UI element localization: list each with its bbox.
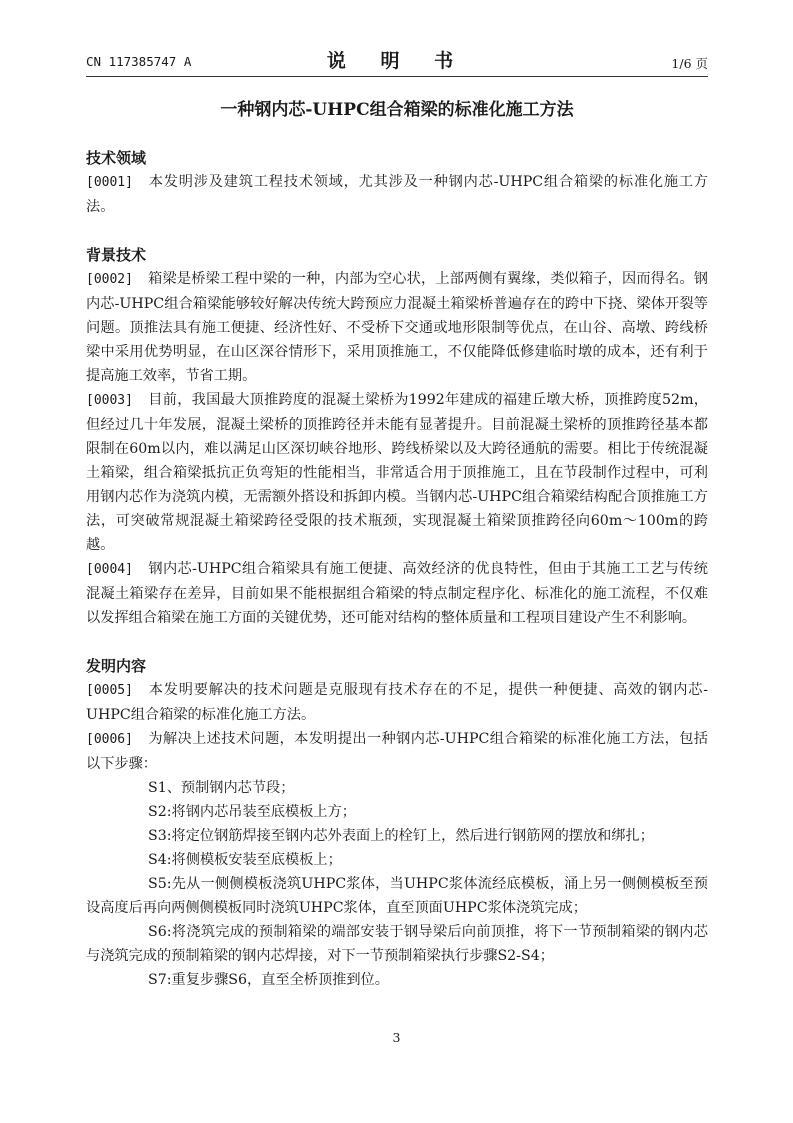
paragraph-text: 本发明要解决的技术问题是克服现有技术存在的不足，提供一种便捷、高效的钢内芯-UHPC组合箱梁的标准化施工方法。 <box>86 682 708 723</box>
paragraph-0006 <box>86 727 708 776</box>
paragraph-number: [0001] <box>86 175 133 190</box>
paragraph-text: 箱梁是桥梁工程中梁的一种，内部为空心状，上部两侧有翼缘，类似箱子，因而得名。钢内芯-UHPC组合箱梁能够较好解决传统大跨预应力混凝土箱梁桥普遍存在的跨中下挠、梁体开裂等问题。顶推法具有施工便捷、经济性好、不受桥下交通或地形限制等优点，在山谷、高墩、跨线桥梁中采用优势明显，在山区深谷情形下，采用顶推施工，不仅能降低修建临时墩的成本，还有利于提高施工效率，节省工期。 <box>86 271 708 384</box>
step-s5: S5:先从一侧侧模板浇筑UHPC浆体，当UHPC浆体流经底模板，涌上另一侧侧模板至预设高度后再向两侧侧模板同时浇筑UHPC浆体，直至顶面UHPC浆体浇筑完成； <box>86 876 708 916</box>
doc-number: CN 117385747 A <box>86 54 192 69</box>
document-body <box>86 96 708 992</box>
step-s7: S7:重复步骤S6，直至全桥顶推到位。 <box>148 972 389 988</box>
section-heading: 发明内容 <box>86 657 147 675</box>
paragraph-text: 目前，我国最大顶推跨度的混凝土梁桥为1992年建成的福建丘墩大桥，顶推跨度52m，但经过几十年发展，混凝土梁桥的顶推跨径并未能有显著提升。目前混凝土梁桥的顶推跨径基本都限制在60m以内，难以满足山区深切峡谷地形、跨线桥梁以及大跨径通航的需要。相比于传统混凝土箱梁，组合箱梁抵抗正负弯矩的性能相当，非常适合用于顶推施工，且在节段制作过程中，可利用钢内芯作为浇筑内模，无需额外搭设和拆卸内模。当钢内芯-UHPC组合箱梁结构配合顶推施工方法，可突破常规混凝土箱梁跨径受限的技术瓶颈，实现混凝土箱梁顶推跨径向60m～100m的跨越。 <box>86 392 708 553</box>
page-indicator: 1/6 页 <box>671 56 708 71</box>
paragraph-text: 为解决上述技术问题，本发明提出一种钢内芯-UHPC组合箱梁的标准化施工方法，包括以下步骤： <box>86 731 708 772</box>
step-s3: S3:将定位钢筋焊接至钢内芯外表面上的栓钉上，然后进行钢筋网的摆放和绑扎； <box>148 828 654 844</box>
section-background <box>86 243 708 630</box>
paragraph-number: [0005] <box>86 683 133 698</box>
step-s2: S2:将钢内芯吊装至底模板上方； <box>148 804 356 820</box>
paragraph-text: 本发明涉及建筑工程技术领域，尤其涉及一种钢内芯-UHPC组合箱梁的标准化施工方法。 <box>86 174 708 215</box>
paragraph-0002 <box>86 267 708 388</box>
paragraph-number: [0002] <box>86 272 133 287</box>
paragraph-0003 <box>86 388 708 557</box>
page-number: 3 <box>392 1030 401 1045</box>
paragraph-0005 <box>86 678 708 727</box>
doc-type: 说 明 书 <box>326 50 468 72</box>
section-heading: 背景技术 <box>86 246 147 264</box>
paragraph-number: [0003] <box>86 393 133 408</box>
paragraph-number: [0006] <box>86 732 133 747</box>
paragraph-0004 <box>86 557 708 630</box>
step-s1: S1、预制钢内芯节段； <box>148 780 295 796</box>
page-header <box>86 44 708 74</box>
paragraph-number: [0004] <box>86 562 133 577</box>
paragraph-0001 <box>86 170 708 219</box>
document-title: 一种钢内芯-UHPC组合箱梁的标准化施工方法 <box>220 100 574 120</box>
step-s4: S4:将侧模板安装至底模板上； <box>148 852 342 868</box>
section-technical-field <box>86 146 708 219</box>
paragraph-text: 钢内芯-UHPC组合箱梁具有施工便捷、高效经济的优良特性，但由于其施工工艺与传统混凝土箱梁存在差异，目前如果不能根据组合箱梁的特点制定程序化、标准化的施工流程，不仅难以发挥组合箱梁在施工方面的关键优势，还可能对结构的整体质量和工程项目建设产生不利影响。 <box>86 561 708 626</box>
section-invention-content <box>86 654 708 992</box>
section-heading: 技术领域 <box>86 149 147 167</box>
header-rule <box>86 76 708 77</box>
step-s6: S6:将浇筑完成的预制箱梁的端部安装于钢导梁后向前顶推，将下一节预制箱梁的钢内芯与浇筑完成的预制箱梁的钢内芯焊接，对下一节预制箱梁执行步骤S2-S4； <box>86 924 708 964</box>
